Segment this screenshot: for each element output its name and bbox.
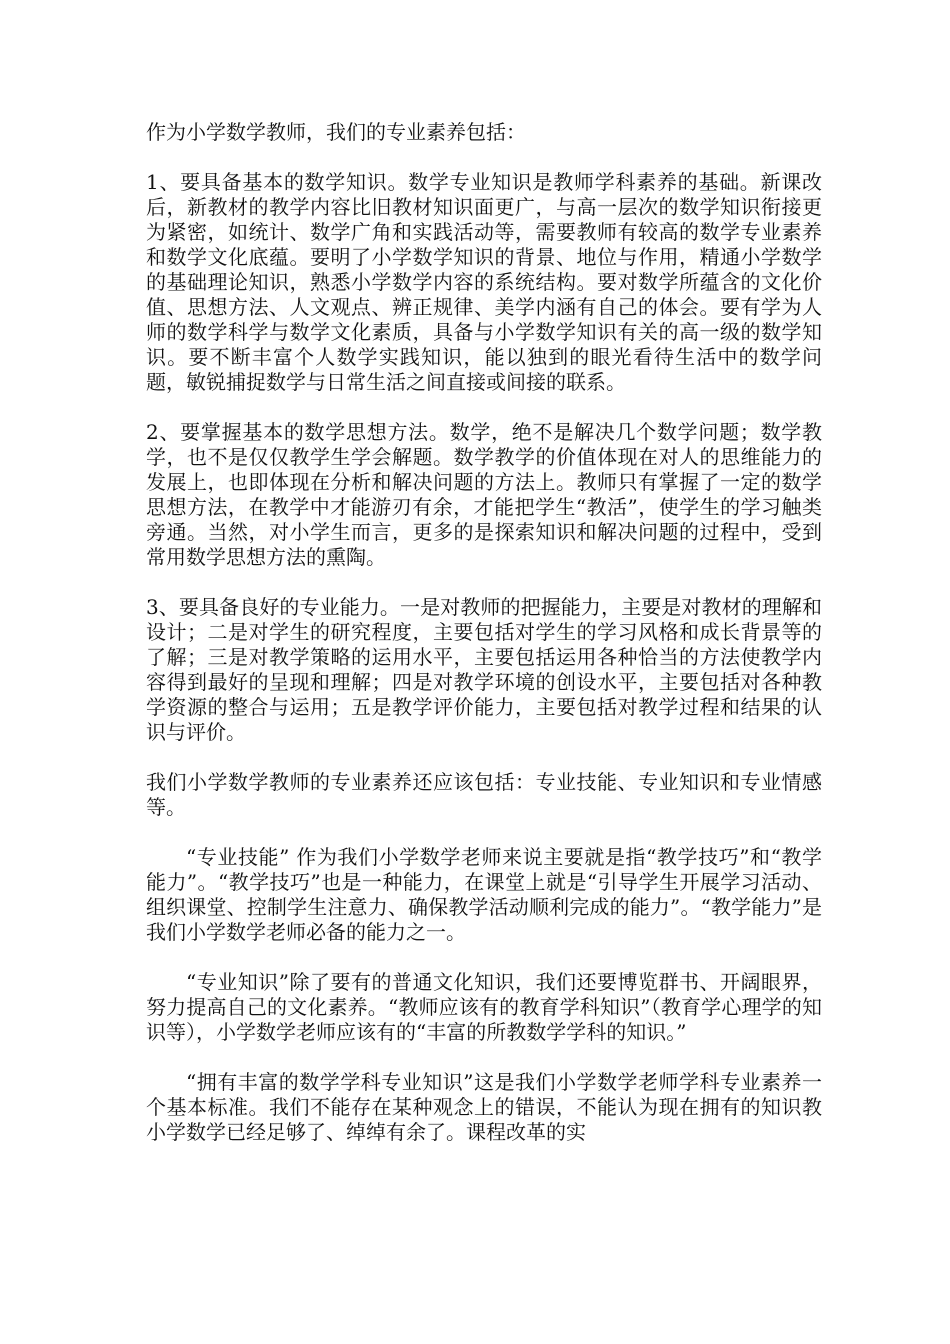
paragraph-point-3: 3、要具备良好的专业能力。一是对教师的把握能力，主要是对教材的理解和设计；二是对学生的研究程度，主要包括对学生的学习风格和成长背景等的了解；三是对教学策略的运用水平，主要包括运用各种恰当的方法使教学内容得到最好的呈现和理解；四是对教学环境的创设水平，主要包括对各种教学资源的整合与运用；五是教学评价能力，主要包括对教学过程和结果的认识与评价。 <box>146 595 822 744</box>
paragraph-subject-knowledge: “拥有丰富的数学学科专业知识”这是我们小学数学老师学科专业素养一个基本标准。我们不能存在某种观念上的错误，不能认为现在拥有的知识教小学数学已经足够了、绰绰有余了。课程改革的实 <box>146 1070 822 1144</box>
paragraph-point-1: 1、要具备基本的数学知识。数学专业知识是教师学科素养的基础。新课改后，新教材的教学内容比旧教材知识面更广，与高一层次的数学知识衔接更为紧密，如统计、数学广角和实践活动等，需要教师有较高的数学专业素养和数学文化底蕴。要明了小学数学知识的背景、地位与作用，精通小学数学的基础理论知识，熟悉小学数学内容的系统结构。要对数学所蕴含的文化价值、思想方法、人文观点、辨正规律、美学内涵有自己的体会。要有学为人师的数学科学与数学文化素质，具备与小学数学知识有关的高一级的数学知识。要不断丰富个人数学实践知识，能以独到的眼光看待生活中的数学问题，敏锐捕捉数学与日常生活之间直接或间接的联系。 <box>146 170 822 394</box>
paragraph-point-2: 2、要掌握基本的数学思想方法。数学，绝不是解决几个数学问题；数学教学，也不是仅仅教学生学会解题。数学教学的价值体现在对人的思维能力的发展上，也即体现在分析和解决问题的方法上。教师只有掌握了一定的数学思想方法，在教学中才能游刃有余，才能把学生“教活”，使学生的学习触类旁通。当然，对小学生而言，更多的是探索知识和解决问题的过程中，受到常用数学思想方法的熏陶。 <box>146 420 822 569</box>
paragraph-professional-skills: “专业技能” 作为我们小学数学老师来说主要就是指“教学技巧”和“教学能力”。“教学技巧”也是一种能力，在课堂上就是“引导学生开展学习活动、组织课堂、控制学生注意力、确保教学活动顺利完成的能力”。“教学能力”是我们小学数学老师必备的能力之一。 <box>146 845 822 944</box>
paragraph-intro: 作为小学数学教师，我们的专业素养包括： <box>146 120 526 144</box>
paragraph-professional-knowledge: “专业知识”除了要有的普通文化知识，我们还要博览群书、开阔眼界，努力提高自己的文化素养。“教师应该有的教育学科知识”（教育学心理学的知识等），小学数学老师应该有的“丰富的所教数学学科的知识。” <box>146 970 822 1044</box>
document-page <box>146 120 822 1170</box>
paragraph-summary: 我们小学数学教师的专业素养还应该包括：专业技能、专业知识和专业情感等。 <box>146 770 822 819</box>
